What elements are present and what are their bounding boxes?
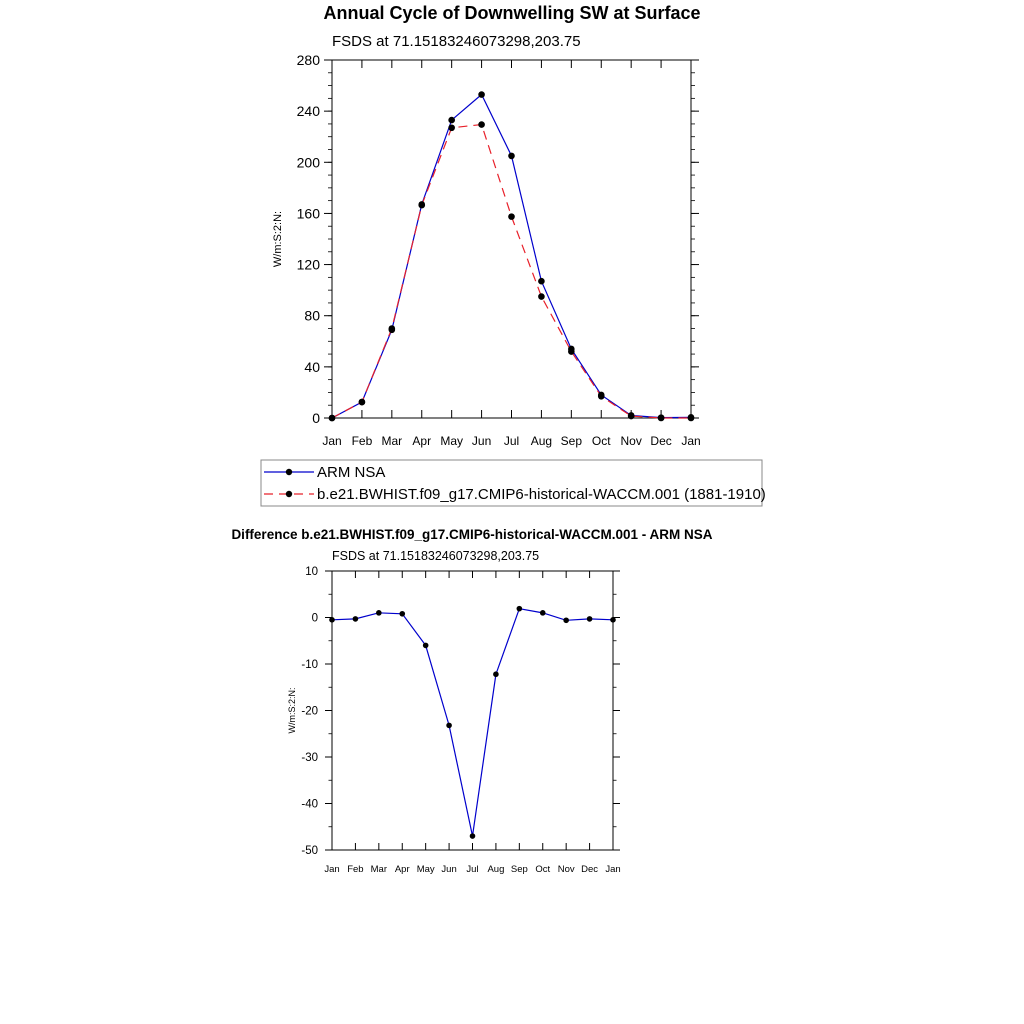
data-point-0-6 <box>508 153 515 160</box>
x-tick-label: Aug <box>530 434 553 448</box>
x-tick-label: Sep <box>510 864 528 875</box>
x-tick-label: Oct <box>535 864 551 875</box>
y-tick-label: 280 <box>296 52 320 68</box>
data-point-0-3 <box>399 611 405 617</box>
data-point-1-1 <box>359 399 366 406</box>
legend <box>261 460 766 506</box>
x-tick-label: Jan <box>681 434 701 448</box>
data-point-0-11 <box>587 616 593 622</box>
x-tick-label: Dec <box>581 864 599 875</box>
difference-plot <box>287 566 621 875</box>
x-tick-label: Oct <box>591 434 611 448</box>
x-tick-label: Feb <box>347 864 364 875</box>
series-line-0 <box>332 95 691 418</box>
legend-label-model: b.e21.BWHIST.f09_g17.CMIP6-historical-WACCM.001 (1881-1910) <box>317 486 766 503</box>
y-tick-label: -30 <box>301 752 318 764</box>
series-line-1 <box>332 125 691 418</box>
x-tick-label: Nov <box>620 434 642 448</box>
data-point-1-0 <box>329 415 336 422</box>
data-point-1-5 <box>478 121 485 128</box>
data-point-1-2 <box>389 325 396 332</box>
x-tick-label: Mar <box>381 434 403 448</box>
x-tick-label: Jan <box>322 434 342 448</box>
legend-marker-arm <box>286 469 292 475</box>
data-point-0-1 <box>353 616 359 622</box>
x-tick-label: Apr <box>394 864 410 875</box>
x-tick-label: Dec <box>650 434 672 448</box>
x-tick-label: Nov <box>557 864 575 875</box>
y-tick-label: 10 <box>305 566 318 578</box>
data-point-0-12 <box>610 617 616 623</box>
y-tick-label: 80 <box>304 307 320 324</box>
x-tick-label: Jan <box>605 864 621 875</box>
chart-title: Annual Cycle of Downwelling SW at Surface <box>323 3 701 23</box>
y-tick-label: -20 <box>301 705 318 718</box>
y-tick-label: -10 <box>301 659 318 671</box>
y-tick-label: 160 <box>296 205 320 222</box>
data-point-0-7 <box>493 671 499 677</box>
y-tick-label: -50 <box>301 845 318 857</box>
y-axis-label: W/m:S:2:N: <box>287 687 297 734</box>
data-point-1-10 <box>628 413 635 420</box>
y-axis-label: W/m:S:2:N: <box>272 210 284 268</box>
y-tick-label: 200 <box>296 154 320 171</box>
x-tick-label: Jul <box>466 864 479 875</box>
plot-frame <box>332 571 613 850</box>
data-point-1-7 <box>538 293 545 300</box>
y-tick-label: 240 <box>296 103 320 120</box>
legend-marker-model <box>286 491 292 497</box>
x-tick-label: Jul <box>503 434 520 448</box>
x-tick-label: Sep <box>560 434 583 448</box>
y-tick-label: -40 <box>301 798 318 811</box>
y-tick-label: 40 <box>304 358 320 375</box>
data-point-1-9 <box>598 393 605 400</box>
difference-chart-subtitle: FSDS at 71.15183246073298,203.75 <box>332 549 540 563</box>
x-tick-label: Aug <box>487 864 505 875</box>
data-point-1-11 <box>658 415 665 422</box>
top-plot <box>272 52 701 448</box>
legend-label-arm: ARM NSA <box>317 464 386 481</box>
data-point-0-4 <box>423 643 429 649</box>
data-point-0-7 <box>538 278 545 285</box>
series-line-0 <box>332 609 613 836</box>
data-point-0-5 <box>478 91 485 98</box>
y-tick-label: 0 <box>312 410 320 426</box>
y-tick-label: 120 <box>296 256 320 273</box>
chart-subtitle: FSDS at 71.15183246073298,203.75 <box>332 33 581 50</box>
x-tick-label: Feb <box>351 434 373 448</box>
difference-chart-title: Difference b.e21.BWHIST.f09_g17.CMIP6-historical-WACCM.001 - ARM NSA <box>231 527 713 542</box>
data-point-1-8 <box>568 348 575 355</box>
plot-frame <box>332 60 691 418</box>
x-tick-label: Apr <box>412 434 432 448</box>
x-tick-label: Jun <box>441 864 457 875</box>
data-point-0-8 <box>517 606 523 612</box>
data-point-1-6 <box>508 213 515 220</box>
x-tick-label: Jun <box>471 434 492 448</box>
y-tick-label: 0 <box>311 612 318 625</box>
data-point-0-6 <box>470 833 476 839</box>
data-point-1-12 <box>688 415 695 422</box>
data-point-1-4 <box>448 124 455 131</box>
data-point-0-4 <box>448 117 455 124</box>
data-point-0-5 <box>446 723 452 729</box>
data-point-0-0 <box>329 617 335 623</box>
data-point-0-2 <box>376 610 382 616</box>
x-tick-label: May <box>416 864 435 875</box>
data-point-0-9 <box>540 610 546 616</box>
data-point-0-10 <box>563 617 569 623</box>
data-point-1-3 <box>418 202 425 209</box>
x-tick-label: May <box>440 434 464 448</box>
x-tick-label: Mar <box>370 864 388 875</box>
x-tick-label: Jan <box>324 864 340 875</box>
